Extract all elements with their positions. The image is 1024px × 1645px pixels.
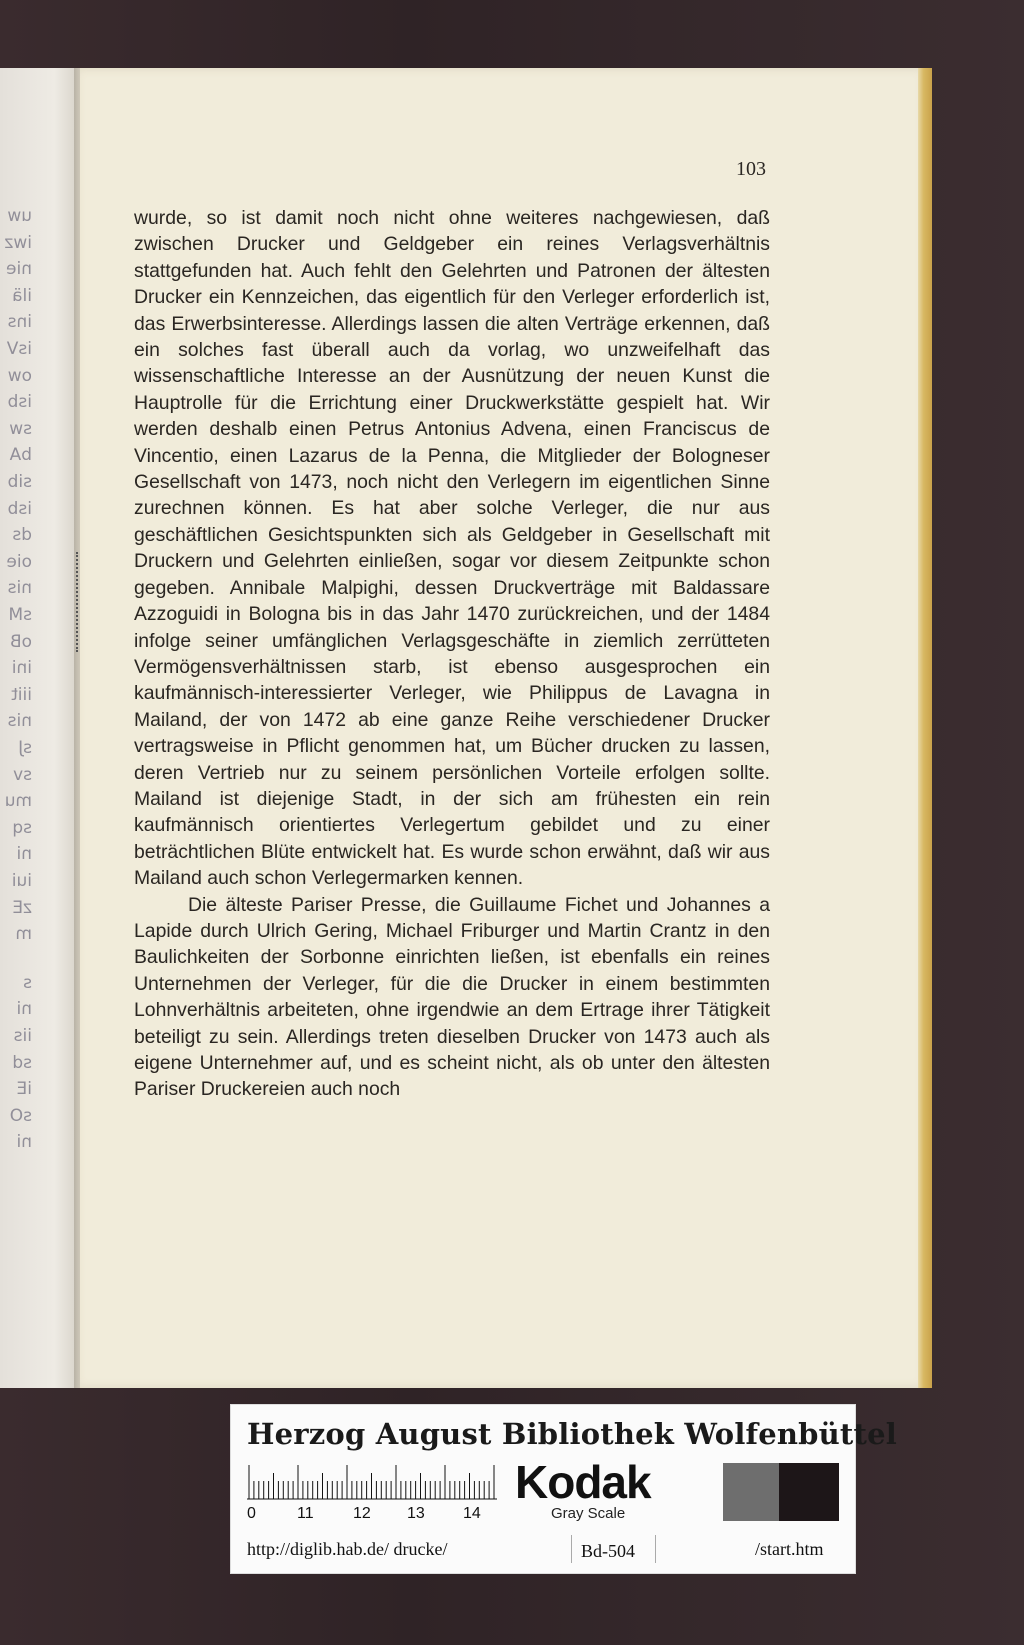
bleed-through-text: nie bbox=[6, 259, 32, 280]
start-link-text: /start.htm bbox=[755, 1539, 824, 1559]
paragraph: Die älteste Pariser Presse, die Guillaume Fichet und Johannes a Lapide durch Ulrich Gering, Michael Friburger und Martin Crantz in den Baulichkeiten der Sorbonne einrichten ließen, ist ebenfalls ein reines Unternehmen der Verleger, für die die Drucker in einem bestimmten Lohnverhältnis arbeiteten, ohne irgendwie an dem Ertrage ihrer Tätigkeit beteiligt zu sein. Allerdings treten dieselben Drucker von 1473 auch als eigene Unternehmer auf, und es scheint nicht, als ob unter den ältesten Pariser Druckereien auch noch bbox=[134, 893, 770, 1101]
bleed-through-text: sq bbox=[12, 817, 32, 838]
ruler-number: 0 bbox=[247, 1505, 256, 1522]
bleed-through-text: m bbox=[15, 924, 32, 945]
bleed-through-text: iis bbox=[13, 1026, 32, 1046]
label-divider bbox=[571, 1535, 572, 1563]
library-url: http://diglib.hab.de/ drucke/ bbox=[247, 1539, 448, 1559]
bleed-through-text: nis bbox=[7, 578, 32, 599]
bleed-through-text: iE bbox=[16, 1079, 32, 1100]
bleed-through-text: iwz bbox=[4, 232, 32, 253]
paragraph: wurde, so ist damit noch nicht ohne weiteres nachgewiesen, daß zwischen Drucker und Geldgeber ein reines Verlagsverhältnis stattgefunden hat. Auch fehlt den Gelehrten und Patronen der ältesten Drucker ein Kennzeichen, das eigentlich für den Verleger erforderlich ist, das Erwerbsinteresse. Allerdings lassen die alten Verträge erkennen, daß ein solches fast überall auch da vorlag, wo unzweifelhaft das wissenschaftliche Interesse an der Ausnützung der neuen Kunst die Hauptrolle für die Errichtung einer Druckwerkstätte gespielt hat. Wir werden deshalb einen Petrus Antonius Advena, einen Franciscus de Vincentio, einen Lazarus de la Penna, die Mitglieder der Bologneser Gesellschaft von 1473, noch nicht den Verlegern im eigentlichen Sinne zurechnen können. Es hat aber solche Verleger, die nur aus geschäftlichen Gesichtspunkten sich als Geldgeber in Gesellschaft mit Druckern und Gelehrten einließen, sogar vor diesem Zeitpunkte schon gegeben. Annibale Malpighi, dessen Druckverträge mit Baldassare Azzoguidi in Bologna bis in das Jahr 1470 zurückreichen, und der 1484 infolge seiner umfänglichen Verlagsgeschäfte in ziemlich zerrütteten Vermögensverhältnissen starb, ist ebenso ausgesprochen ein kaufmännisch-interessierter Verleger, wie Philippus de Lavagna in Mailand, der von 1472 ab eine ganze Reihe verschiedener Drucker vertragsweise in Pflicht genommen hat, um Bücher drucken zu lassen, deren Vertrieb nur zu seinem persönlichen Vorteile erfolgen sollte. Mailand ist diejenige Stadt, in der sich am frühesten ein rein kaufmännisch orientiertes Verlegertum gebildet und zu einer beträchtlichen Blüte entwickelt hat. Es wurde schon erwähnt, daß wir aus Mailand auch schon Verlegermarken kennen. bbox=[134, 207, 770, 890]
shelf-mark: Bd-504 bbox=[581, 1541, 635, 1561]
body-text bbox=[134, 205, 770, 1103]
bleed-through-text: zE bbox=[12, 897, 32, 918]
bleed-through-text: ins bbox=[7, 312, 32, 333]
library-name: Herzog August Bibliothek Wolfenbüttel bbox=[247, 1417, 897, 1451]
ruler-number: 13 bbox=[407, 1505, 425, 1522]
bleed-through-text: ni bbox=[16, 999, 32, 1020]
facing-page-edge bbox=[0, 68, 78, 1388]
bleed-through-text: sJ bbox=[18, 738, 32, 758]
bleed-through-text: ds bbox=[12, 525, 32, 546]
page-number: 103 bbox=[736, 158, 766, 180]
bleed-through-text: ni bbox=[16, 844, 32, 865]
ruler-number: 11 bbox=[297, 1505, 314, 1522]
bleed-through-text: ow bbox=[7, 365, 32, 386]
bleed-through-text: ni bbox=[16, 1132, 32, 1153]
gray-swatch-mid bbox=[723, 1463, 779, 1521]
bleed-through-text: isb bbox=[7, 498, 32, 519]
scale-ruler bbox=[247, 1463, 501, 1501]
bleed-through-text: ilä bbox=[12, 285, 32, 306]
bleed-through-text: mu bbox=[4, 791, 32, 812]
page-fore-edge bbox=[918, 68, 932, 1388]
gray-swatch-dark bbox=[779, 1463, 839, 1521]
bleed-through-text: oie bbox=[6, 551, 32, 572]
bleed-through-text: s bbox=[23, 972, 32, 993]
bleed-through-text: sM bbox=[8, 605, 32, 625]
bleed-through-text: sib bbox=[7, 472, 32, 492]
margin-marks bbox=[76, 552, 82, 652]
ruler-number: 14 bbox=[463, 1505, 481, 1522]
bleed-through-text: sd bbox=[12, 1052, 32, 1073]
bleed-through-text: nis bbox=[7, 711, 32, 732]
library-scan-label bbox=[230, 1404, 897, 1574]
bleed-through-text: iui bbox=[11, 871, 32, 891]
bleed-through-text: sO bbox=[9, 1105, 32, 1126]
kodak-logo: Kodak bbox=[515, 1456, 651, 1508]
bleed-through-text: iiit bbox=[11, 684, 32, 705]
label-divider bbox=[655, 1535, 656, 1563]
bleed-through-text: sv bbox=[13, 764, 32, 785]
bleed-through-text: ini bbox=[11, 658, 32, 679]
ruler-number: 12 bbox=[353, 1505, 371, 1522]
bleed-through-text: isV bbox=[6, 339, 32, 359]
bleed-through-text: bA bbox=[9, 445, 32, 466]
bleed-through-text: uw bbox=[7, 206, 32, 226]
ruler-numbers bbox=[247, 1505, 497, 1525]
bleed-through-text: sw bbox=[9, 418, 32, 439]
bleed-through-text: oB bbox=[9, 631, 32, 652]
gray-scale-label: Gray Scale bbox=[551, 1505, 626, 1522]
bleed-through-text: isb bbox=[7, 392, 32, 413]
